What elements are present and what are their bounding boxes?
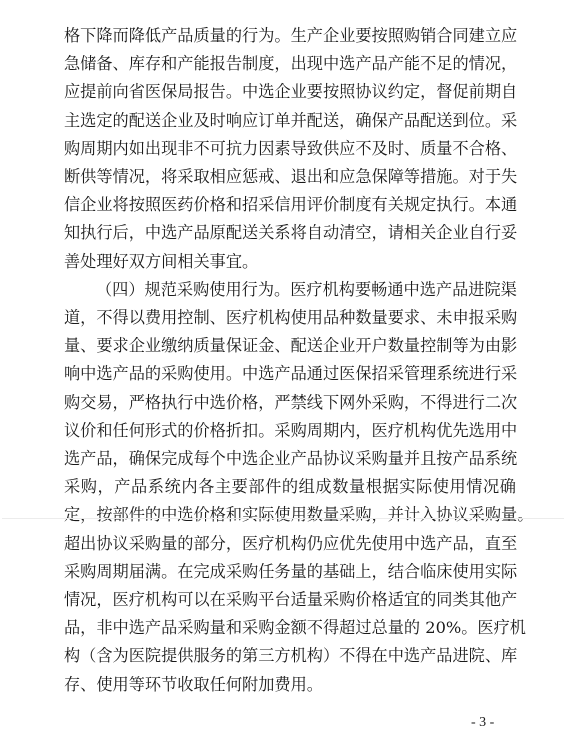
body-text-line: 格下降而降低产品质量的行为。生产企业要按照购销合同建立应 (64, 26, 518, 45)
body-text-line: 构（含为医院提供服务的第三方机构）不得在中选产品进院、库 (64, 646, 518, 666)
body-text-line: 应提前向省医保局报告。中选企业要按照协议约定，督促前期自 (64, 82, 518, 102)
body-text-line: 品，非中选产品采购量和采购金额不得超过总量的 20%。医疗机 (64, 618, 526, 638)
body-text-line: 急储备、库存和产能报告制度，出现中选产品产能不足的情况， (64, 54, 518, 74)
body-text-line: 采购，产品系统内各主要部件的组成数量根据实际使用情况确 (64, 477, 516, 497)
body-text-line: 议价和任何形式的价格折扣。采购周期内，医疗机构优先选用中 (64, 420, 518, 440)
section-heading-line: （四）规范采购使用行为。医疗机构要畅通中选产品进院渠 (96, 279, 517, 299)
page-number: - 3 - (471, 715, 495, 730)
body-text-line: 响中选产品的采购使用。中选产品通过医保招采管理系统进行采 (64, 364, 518, 384)
body-text-line: 主选定的配送企业及时响应订单并配送，确保产品配送到位。采 (64, 110, 518, 130)
paragraph-end-line: 存、使用等环节收取任何附加费用。 (64, 674, 323, 694)
body-text-line: 超出协议采购量的部分，医疗机构仍应优先使用中选产品，直至 (64, 533, 518, 553)
body-text-line: 量、要求企业缴纳质量保证金、配送企业开户数量控制等为由影 (64, 336, 518, 356)
body-text-line: 采购周期届满。在完成采购任务量的基础上，结合临床使用实际 (64, 561, 518, 581)
body-text-line: 选产品，确保完成每个中选企业产品协议采购量并且按产品系统 (64, 449, 518, 468)
body-text-line: 断供等情况，将采取相应惩戒、退出和应急保障等措施。对于失 (64, 167, 518, 186)
page-fold-divider (2, 518, 564, 519)
body-text-line: 道，不得以费用控制、医疗机构使用品种数量要求、未申报采购 (64, 308, 518, 327)
body-text-line: 信企业将按照医药价格和招采信用评价制度有关规定执行。本通 (64, 195, 518, 215)
body-text-line: 知执行后，中选产品原配送关系将自动清空，请相关企业自行妥 (64, 223, 518, 243)
body-text-line: 购周期内如出现非不可抗力因素导致供应不及时、质量不合格、 (64, 138, 518, 158)
body-text-line: 定，按部件的中选价格和实际使用数量采购，并计入协议采购量。 (64, 505, 534, 525)
body-text-line: 购交易，严格执行中选价格，严禁线下网外采购，不得进行二次 (64, 392, 518, 412)
paragraph-end-line: 善处理好双方间相关事宜。 (64, 251, 259, 271)
body-text-line: 情况，医疗机构可以在采购平台适量采购价格适宜的同类其他产 (64, 590, 518, 609)
